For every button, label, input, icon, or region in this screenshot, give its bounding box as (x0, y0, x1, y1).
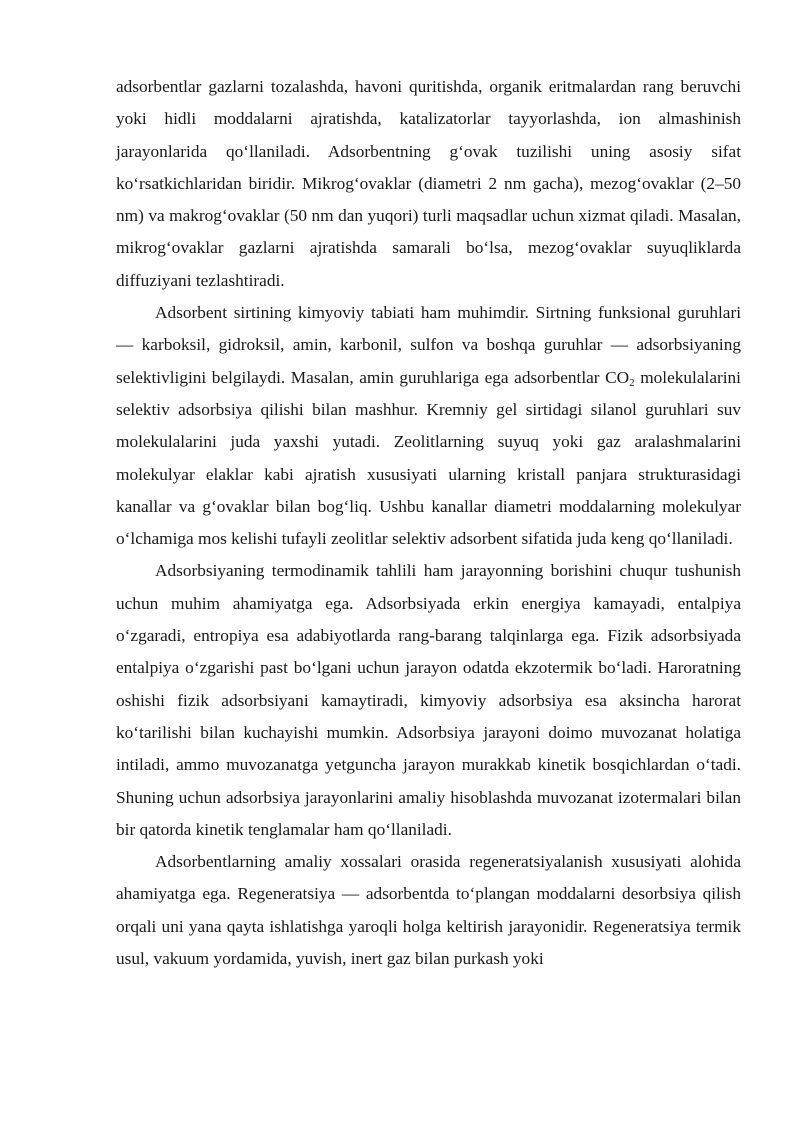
paragraph-2-part-2: molekulalarini selektiv adsorbsiya qilishi bilan mashhur. Kremniy gel sirtidagi silanol guruhlari suv molekulalarini juda yaxshi yutadi. Zeolitlarning suyuq yoki gaz aralashmalarini molekulyar elaklar kabi ajratish xususiyati ularning kristall panjara strukturasidagi kanallar va g‘ovaklar bilan bog‘liq. Ushbu kanallar diametri moddalarning molekulyar o‘lchamiga mos kelishi tufayli zeolitlar selektiv adsorbent sifatida juda keng qo‘llaniladi. (116, 367, 741, 549)
paragraph-3: Adsorbsiyaning termodinamik tahlili ham jarayonning borishini chuqur tushunish uchun muhim ahamiyatga ega. Adsorbsiyada erkin energiya kamayadi, entalpiya o‘zgaradi, entropiya esa adabiyotlarda rang-barang talqinlarga ega. Fizik adsorbsiyada entalpiya o‘zgarishi past bo‘lgani uchun jarayon odatda ekzotermik bo‘ladi. Haroratning oshishi fizik adsorbsiyani kamaytiradi, kimyoviy adsorbsiya esa aksincha harorat ko‘tarilishi bilan kuchayishi mumkin. Adsorbsiya jarayoni doimo muvozanat holatiga intiladi, ammo muvozanatga yetguncha jarayon murakkab kinetik bosqichlardan o‘tadi. Shuning uchun adsorbsiya jarayonlarini amaliy hisoblashda muvozanat izotermalari bilan bir qatorda kinetik tenglamalar ham qo‘llaniladi. (116, 561, 741, 839)
co2-subscript: 2 (629, 376, 635, 389)
paragraph-4: Adsorbentlarning amaliy xossalari orasida regeneratsiyalanish xususiyati alohida ahamiyatga ega. Regeneratsiya — adsorbentda to‘plangan moddalarni desorbsiya qilish orqali uni yana qayta ishlatishga yaroqli holga keltirish jarayonidir. Regeneratsiya termik usul, vakuum yordamida, yuvish, inert gaz bilan purkash yoki (116, 852, 741, 969)
body-text (116, 71, 741, 975)
paragraph-2 (116, 297, 741, 555)
paragraph-2-part-1: Adsorbent sirtining kimyoviy tabiati ham muhimdir. Sirtning funksional guruhlari — karboksil, gidroksil, amin, karbonil, sulfon va boshqa guruhlar — adsorbsiyaning selektivligini belgilaydi. Masalan, amin guruhlariga ega adsorbentlar CO (116, 303, 741, 387)
paragraph-1: adsorbentlar gazlarni tozalashda, havoni quritishda, organik eritmalardan rang beruvchi yoki hidli moddalarni ajratishda, katalizatorlar tayyorlashda, ion almashinish jarayonlarida qo‘llaniladi. Adsorbentning g‘ovak tuzilishi uning asosiy sifat ko‘rsatkichlaridan biridir. Mikrog‘ovaklar (diametri 2 nm gacha), mezog‘ovaklar (2–50 nm) va makrog‘ovaklar (50 nm dan yuqori) turli maqsadlar uchun xizmat qiladi. Masalan, mikrog‘ovaklar gazlarni ajratishda samarali bo‘lsa, mezog‘ovaklar suyuqliklarda diffuziyani tezlashtiradi. (116, 77, 741, 290)
